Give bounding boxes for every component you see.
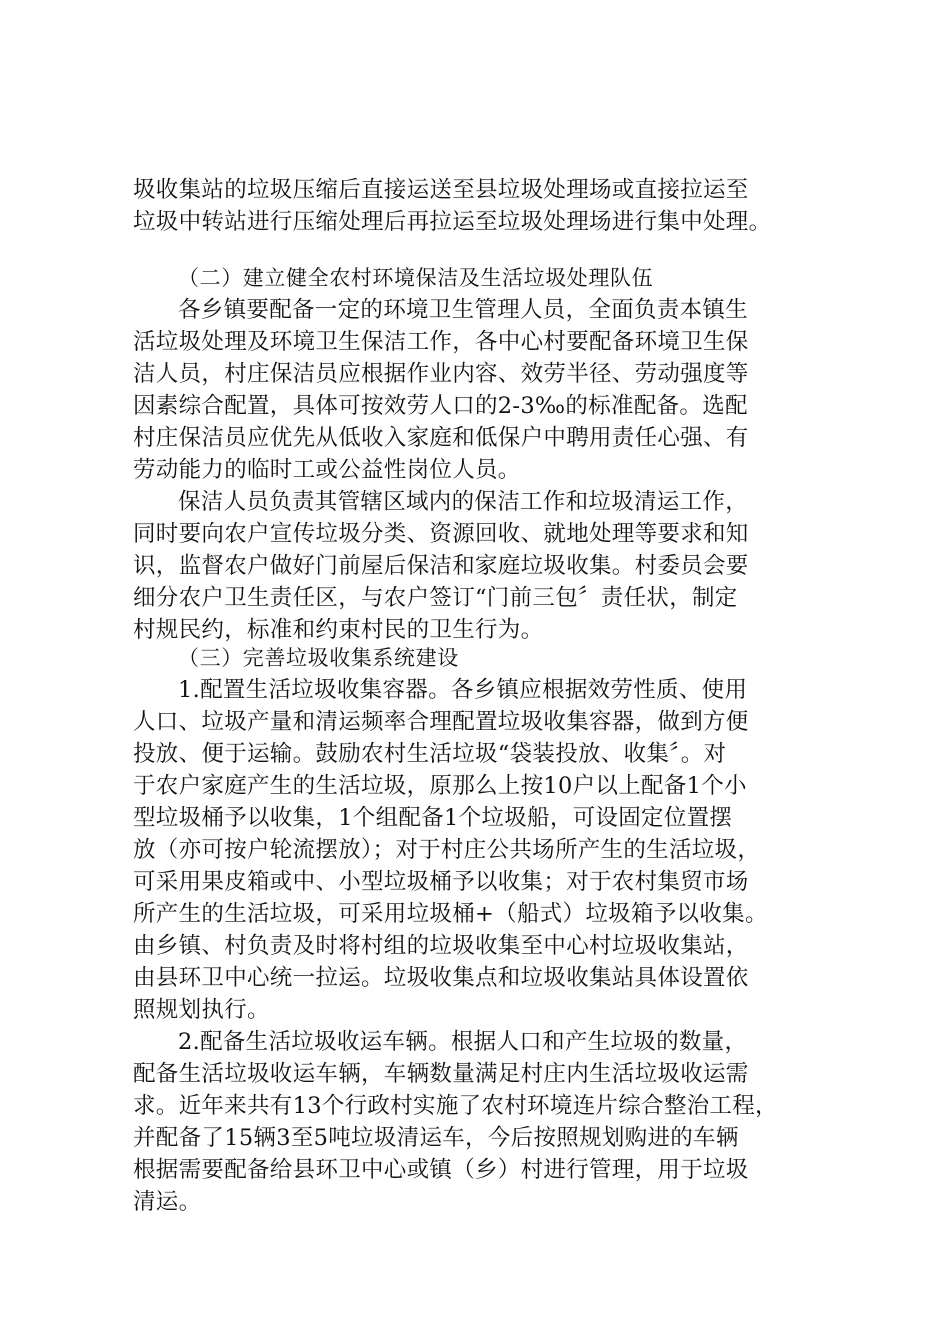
paragraph-line: 细分农户卫生责任区，与农户签订“门前三包〞责任状，制定 — [133, 585, 738, 611]
paragraph-line: 放（亦可按户轮流摆放）；对于村庄公共场所产生的生活垃圾， — [133, 837, 761, 863]
paragraph-line: 由县环卫中心统一拉运。垃圾收集点和垃圾收集站具体设置依 — [133, 965, 749, 991]
paragraph-line: 1.配置生活垃圾收集容器。各乡镇应根据效劳性质、使用 — [178, 677, 748, 703]
paragraph-line: 求。近年来共有13个行政村实施了农村环境连片综合整治工程， — [133, 1093, 778, 1119]
paragraph-line: 同时要向农户宣传垃圾分类、资源回收、就地处理等要求和知 — [133, 521, 749, 547]
paragraph-line: 型垃圾桶予以收集，1个组配备1个垃圾船，可设固定位置摆 — [133, 805, 733, 831]
paragraph-line: 投放、便于运输。鼓励农村生活垃圾“袋装投放、收集〞。对 — [133, 741, 727, 767]
paragraph-line: 根据需要配备给县环卫中心或镇（乡）村进行管理，用于垃圾 — [133, 1157, 749, 1183]
section-heading: （三）完善垃圾收集系统建设 — [178, 646, 459, 670]
paragraph-line: 可采用果皮箱或中、小型垃圾桶予以收集；对于农村集贸市场 — [133, 869, 749, 895]
paragraph-line: 清运。 — [133, 1189, 202, 1215]
paragraph-line: 因素综合配置，具体可按效劳人口的2-3‰的标准配备。选配 — [133, 393, 748, 419]
paragraph-line: 2.配备生活垃圾收运车辆。根据人口和产生垃圾的数量， — [178, 1029, 748, 1055]
paragraph-line: 于农户家庭产生的生活垃圾，原那么上按10户以上配备1个小 — [133, 773, 747, 799]
paragraph-line: 识，监督农户做好门前屋后保洁和家庭垃圾收集。村委员会要 — [133, 553, 749, 579]
paragraph-line: 人口、垃圾产量和清运频率合理配置垃圾收集容器，做到方便 — [133, 709, 749, 735]
paragraph-line: 配备生活垃圾收运车辆，车辆数量满足村庄内生活垃圾收运需 — [133, 1061, 749, 1087]
paragraph-line: 村庄保洁员应优先从低收入家庭和低保户中聘用责任心强、有 — [133, 425, 749, 451]
paragraph-line: 活垃圾处理及环境卫生保洁工作，各中心村要配备环境卫生保 — [133, 329, 749, 355]
paragraph-line: 洁人员，村庄保洁员应根据作业内容、效劳半径、劳动强度等 — [133, 361, 749, 387]
paragraph-line: 村规民约，标准和约束村民的卫生行为。 — [133, 617, 544, 643]
paragraph-line: 各乡镇要配备一定的环境卫生管理人员，全面负责本镇生 — [178, 297, 749, 323]
paragraph-line: 并配备了15辆3至5吨垃圾清运车，今后按照规划购进的车辆 — [133, 1125, 739, 1151]
paragraph-line: 劳动能力的临时工或公益性岗位人员。 — [133, 457, 521, 483]
paragraph-line: 保洁人员负责其管辖区域内的保洁工作和垃圾清运工作， — [178, 489, 749, 515]
paragraph-line: 由乡镇、村负责及时将村组的垃圾收集至中心村垃圾收集站， — [133, 933, 749, 959]
paragraph-line: 所产生的生活垃圾，可采用垃圾桶+（船式）垃圾箱予以收集。 — [133, 901, 768, 927]
paragraph-line: 垃圾中转站进行压缩处理后再拉运至垃圾处理场进行集中处理。 — [133, 209, 772, 235]
paragraph-line: 照规划执行。 — [133, 997, 270, 1023]
paragraph-line: 圾收集站的垃圾压缩后直接运送至县垃圾处理场或直接拉运至 — [133, 177, 749, 203]
section-heading: （二）建立健全农村环境保洁及生活垃圾处理队伍 — [178, 266, 654, 290]
